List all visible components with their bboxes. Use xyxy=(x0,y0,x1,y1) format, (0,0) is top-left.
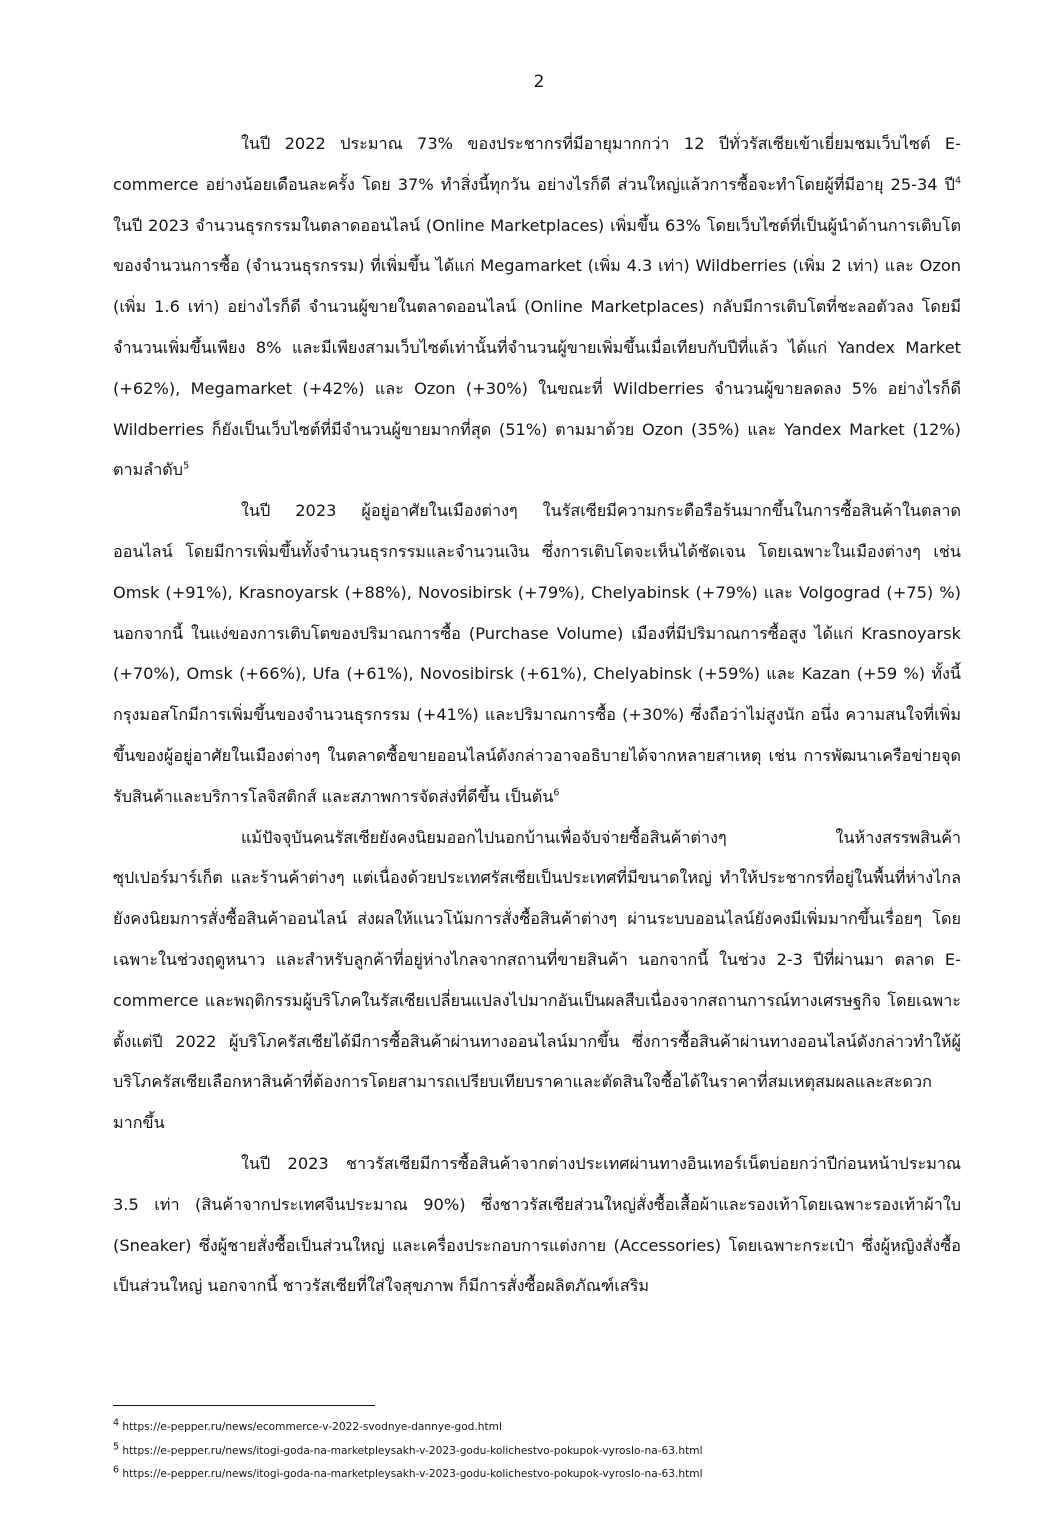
footnote-link[interactable]: https://e-pepper.ru/news/ecommerce-v-2022-svodnye-dannye-god.html xyxy=(122,1421,502,1433)
footnotes xyxy=(113,1416,961,1487)
paragraph-3 xyxy=(113,818,961,1144)
paragraph-text: ในปี 2023 จำนวนธุรกรรมในตลาดออนไลน์ (Online Marketplaces) เพิ่มขึ้น 63% โดยเว็บไซต์ที่เป็นผู้นำด้านการเติบโตของจำนวนการซื้อ (จำนวนธุรกรรม) ที่เพิ่มขึ้น ได้แก่ Megamarket (เพิ่ม 4.3 เท่า) Wildberries (เพิ่ม 2 เท่า) และ Ozon (เพิ่ม 1.6 เท่า) อย่างไรก็ดี จำนวนผู้ขายในตลาดออนไลน์ (Online Marketplaces) กลับมีการเติบโตที่ชะลอตัวลง โดยมีจำนวนเพิ่มขึ้นเพียง 8% และมีเพียงสามเว็บไซต์เท่านั้นที่จำนวนผู้ขายเพิ่มขึ้นเมื่อเทียบกับปีที่แล้ว ได้แก่ Yandex Market (+62%), Megamarket (+42%) และ Ozon (+30%) ในขณะที่ Wildberries จำนวนผู้ขายลดลง 5% อย่างไรก็ดี Wildberries ก็ยังเป็นเว็บไซต์ที่มีจำนวนผู้ขายมากที่สุด (51%) ตามมาด้วย Ozon (35%) และ Yandex Market (12%) ตามลำดับ xyxy=(113,215,961,480)
paragraph-text: ในปี 2023 ผู้อยู่อาศัยในเมืองต่างๆ ในรัสเซียมีความกระตือรือร้นมากขึ้นในการซื้อสินค้าในตลาดออนไลน์ โดยมีการเพิ่มขึ้นทั้งจำนวนธุรกรรมและจำนวนเงิน ซึ่งการเติบโตจะเห็นได้ชัดเจน โดยเฉพาะในเมืองต่างๆ เช่น Omsk (+91%), Krasnoyarsk (+88%), Novosibirsk (+79%), Chelyabinsk (+79%) และ Volgograd (+75) %) นอกจากนี้ ในแง่ของการเติบโตของปริมาณการซื้อ (Purchase Volume) เมืองที่มีปริมาณการซื้อสูง ได้แก่ Krasnoyarsk (+70%), Omsk (+66%), Ufa (+61%), Novosibirsk (+61%), Chelyabinsk (+59%) และ Kazan (+59 %) ทั้งนี้ กรุงมอสโกมีการเพิ่มขึ้นของจำนวนธุรกรรม (+41%) และปริมาณการซื้อ (+30%) ซึ่งถือว่าไม่สูงนัก อนึ่ง ความสนใจที่เพิ่มขึ้นของผู้อยู่อาศัยในเมืองต่างๆ ในตลาดซื้อขายออนไลน์ดังกล่าวอาจอธิบายได้จากหลายสาเหตุ เช่น การพัฒนาเครือข่ายจุดรับสินค้าและบริการโลจิสติกส์ และสภาพการจัดส่งที่ดีขึ้น เป็นต้น xyxy=(113,501,961,806)
paragraph-1 xyxy=(113,124,961,491)
paragraph-4 xyxy=(113,1144,961,1307)
footnote-separator xyxy=(113,1405,375,1406)
footnote-reference-4[interactable]: 4 xyxy=(954,175,961,187)
paragraph-text: ในปี 2022 ประมาณ 73% ของประชากรที่มีอายุมากกว่า 12 ปีทั่วรัสเซียเข้าเยี่ยมชมเว็บไซต์ E-commerce อย่างน้อยเดือนละครั้ง โดย 37% ทำสิ่งนี้ทุกวัน อย่างไรก็ดี ส่วนใหญ่แล้วการซื้อจะทำโดยผู้ที่มีอายุ 25-34 ปี xyxy=(113,134,961,194)
body-text xyxy=(113,124,961,1307)
footnote-reference-5[interactable]: 5 xyxy=(183,460,190,472)
footnote-reference-6[interactable]: 6 xyxy=(553,787,560,799)
footnote-link[interactable]: https://e-pepper.ru/news/itogi-goda-na-marketpleysakh-v-2023-godu-kolichestvo-pokupok-vyroslo-na-63.html xyxy=(122,1468,703,1480)
paragraph-text: ในปี 2023 ชาวรัสเซียมีการซื้อสินค้าจากต่างประเทศผ่านทางอินเทอร์เน็ตบ่อยกว่าปีก่อนหน้าประมาณ 3.5 เท่า (สินค้าจากประเทศจีนประมาณ 90%) ซึ่งชาวรัสเซียส่วนใหญ่สั่งซื้อเสื้อผ้าและรองเท้าโดยเฉพาะรองเท้าผ้าใบ (Sneaker) ซึ่งผู้ชายสั่งซื้อเป็นส่วนใหญ่ และเครื่องประกอบการแต่งกาย (Accessories) โดยเฉพาะกระเป๋า ซึ่งผู้หญิงสั่งซื้อเป็นส่วนใหญ่ นอกจากนี้ ชาวรัสเซียที่ใส่ใจสุขภาพ ก็มีการสั่งซื้อผลิตภัณฑ์เสริม xyxy=(113,1153,961,1296)
footnote-6 xyxy=(113,1463,961,1487)
footnote-number: 6 xyxy=(113,1464,120,1476)
paragraph-text: แม้ปัจจุบันคนรัสเซียยังคงนิยมออกไปนอกบ้านเพื่อจับจ่ายซื้อสินค้าต่างๆ ในห้างสรรพสินค้า ซุปเปอร์มาร์เก็ต และร้านค้าต่างๆ แต่เนื่องด้วยประเทศรัสเซียเป็นประเทศที่มีขนาดใหญ่ ทำให้ประชากรที่อยู่ในพื้นที่ห่างไกลยังคงนิยมการสั่งซื้อสินค้าออนไลน์ ส่งผลให้แนวโน้มการสั่งซื้อสินค้าต่างๆ ผ่านระบบออนไลน์ยังคงมีเพิ่มมากขึ้นเรื่อยๆ โดยเฉพาะในช่วงฤดูหนาว และสำหรับลูกค้าที่อยู่ห่างไกลจากสถานที่ขายสินค้า นอกจากนี้ ในช่วง 2-3 ปีที่ผ่านมา ตลาด E-commerce และพฤติกรรมผู้บริโภคในรัสเซียเปลี่ยนแปลงไปมากอันเป็นผลสืบเนื่องจากสถานการณ์ทางเศรษฐกิจ โดยเฉพาะตั้งแต่ปี 2022 ผู้บริโภครัสเซียได้มีการซื้อสินค้าผ่านทางออนไลน์มากขึ้น ซึ่งการซื้อสินค้าผ่านทางออนไลน์ดังกล่าวทำให้ผู้บริโภครัสเซียเลือกหาสินค้าที่ต้องการโดยสามารถเปรียบเทียบราคาและตัดสินใจซื้อได้ในราคาที่สมเหตุสมผลและสะดวกมากขึ้น xyxy=(113,827,961,1133)
footnote-number: 5 xyxy=(113,1440,120,1452)
footnote-5 xyxy=(113,1440,961,1464)
footnote-4 xyxy=(113,1416,961,1440)
page-number: 2 xyxy=(533,72,545,92)
paragraph-2 xyxy=(113,491,961,817)
footnote-number: 4 xyxy=(113,1417,120,1429)
footnote-link[interactable]: https://e-pepper.ru/news/itogi-goda-na-marketpleysakh-v-2023-godu-kolichestvo-pokupok-vyroslo-na-63.html xyxy=(122,1444,703,1457)
